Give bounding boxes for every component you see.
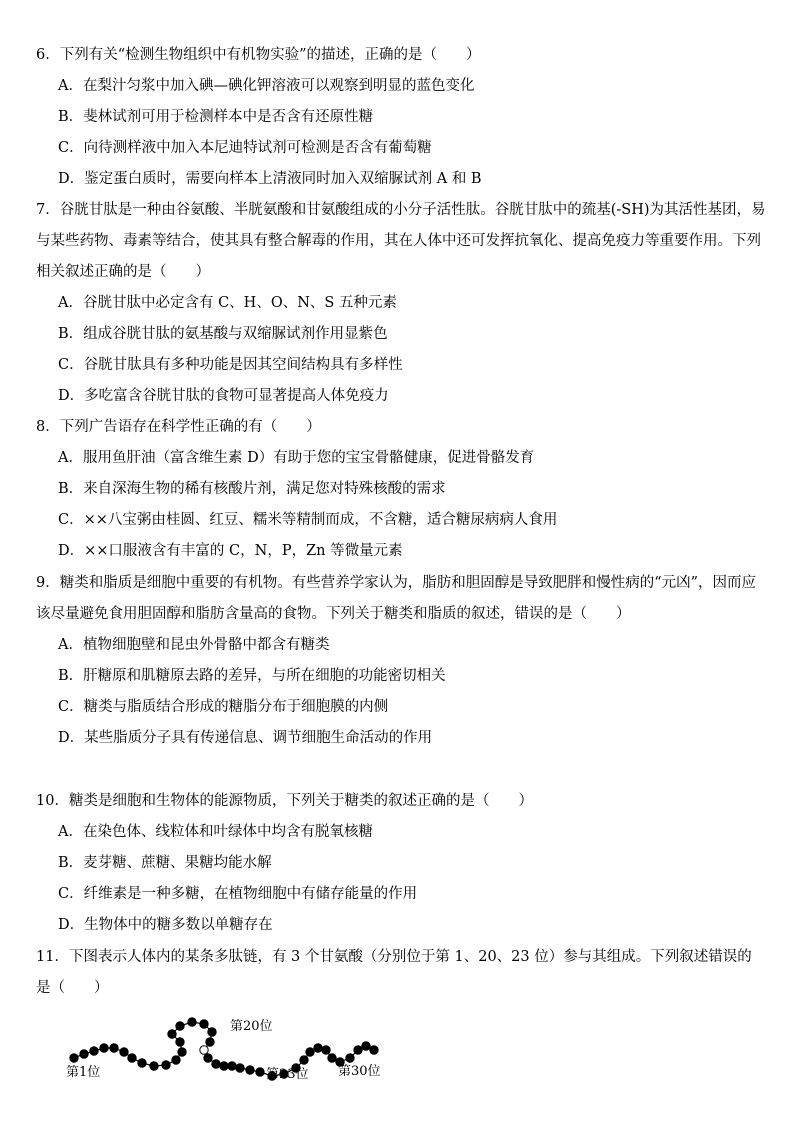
amino-acid-bead — [90, 1047, 98, 1055]
amino-acid-bead — [200, 1020, 208, 1028]
question-11 — [36, 942, 766, 1004]
amino-acid-bead — [168, 1030, 176, 1038]
option-a: A．服用鱼肝油（富含维生素 D）有助于您的宝宝骨骼健康，促进骨骼发育 — [58, 450, 535, 466]
option-d: D．某些脂质分子具有传递信息、调节细胞生命活动的作用 — [58, 730, 433, 746]
option-d: D．××口服液含有丰富的 C，N，P，Zn 等微量元素 — [58, 543, 403, 559]
question-7 — [36, 195, 766, 412]
amino-acid-bead — [328, 1054, 336, 1062]
amino-acid-bead — [70, 1054, 78, 1062]
question-stem: 6．下列有关“检测生物组织中有机物实验”的描述，正确的是（ ） — [36, 47, 481, 63]
amino-acid-bead — [176, 1038, 184, 1046]
option-c: C．向待测样液中加入本尼迪特试剂可检测是否含有葡萄糖 — [58, 140, 432, 156]
option-a: A．植物细胞壁和昆虫外骨骼中都含有糖类 — [58, 637, 330, 653]
amino-acid-bead — [212, 1060, 220, 1068]
amino-acid-bead — [346, 1054, 354, 1062]
amino-acid-bead — [110, 1044, 118, 1052]
amino-acid-bead — [100, 1044, 108, 1052]
amino-acid-bead — [300, 1056, 308, 1064]
option-d: D．多吃富含谷胱甘肽的食物可显著提高人体免疫力 — [58, 388, 389, 404]
option-c: C．纤维素是一种多糖，在植物细胞中有储存能量的作用 — [58, 886, 418, 902]
option-a: A．在梨汁匀浆中加入碘—碘化钾溶液可以观察到明显的蓝色变化 — [58, 78, 475, 94]
amino-acid-bead — [306, 1048, 314, 1056]
label-position-20: 第20位 — [230, 1019, 273, 1034]
amino-acid-bead — [128, 1054, 136, 1062]
question-stem: 8．下列广告语存在科学性正确的有（ ） — [36, 419, 321, 435]
question-8 — [36, 412, 766, 567]
option-a: A．谷胱甘肽中必定含有 C、H、O、N、S 五种元素 — [58, 295, 397, 311]
option-a: A．在染色体、线粒体和叶绿体中均含有脱氧核糖 — [58, 824, 373, 840]
amino-acid-bead — [314, 1044, 322, 1052]
option-b: B．来自深海生物的稀有核酸片剂，满足您对特殊核酸的需求 — [58, 481, 446, 497]
amino-acid-bead — [362, 1042, 370, 1050]
label-position-23: 第23位 — [266, 1067, 309, 1082]
amino-acid-bead — [370, 1046, 378, 1054]
amino-acid-bead — [228, 1062, 236, 1070]
amino-acid-bead — [172, 1056, 180, 1064]
option-b: B．麦芽糖、蔗糖、果糖均能水解 — [58, 855, 272, 871]
option-c: C．糖类与脂质结合形成的糖脂分布于细胞膜的内侧 — [58, 699, 389, 715]
question-stem: 9．糖类和脂质是细胞中重要的有机物。有些营养学家认为，脂肪和胆固醇是导致肥胖和慢性病的“元凶”，因而应该尽量避免食用胆固醇和脂肪含量高的食物。下列关于糖类和脂质的叙述，错误的是（ ） — [36, 575, 757, 622]
amino-acid-bead — [178, 1048, 186, 1056]
question-10 — [36, 786, 766, 941]
polypeptide-chain-figure — [60, 1008, 400, 1088]
question-9 — [36, 568, 766, 754]
amino-acid-bead — [120, 1048, 128, 1056]
question-stem: 10．糖类是细胞和生物体的能源物质，下列关于糖类的叙述正确的是（ ） — [36, 793, 533, 809]
amino-acid-bead — [322, 1046, 330, 1054]
amino-acid-bead — [208, 1028, 216, 1036]
amino-acid-bead — [206, 1038, 214, 1046]
amino-acid-bead — [220, 1062, 228, 1070]
option-d: D．生物体中的糖多数以单糖存在 — [58, 917, 273, 933]
amino-acid-bead — [354, 1046, 362, 1054]
question-6 — [36, 40, 766, 195]
question-stem: 7．谷胱甘肽是一种由谷氨酸、半胱氨酸和甘氨酸组成的小分子活性肽。谷胱甘肽中的巯基(-SH)为其活性基团，易与某些药物、毒素等结合，使其具有整合解毒的作用，其在人体中还可发挥抗氧化、提高免疫力等重要作用。下列相关叙述正确的是（ ） — [36, 202, 766, 280]
amino-acid-bead — [204, 1054, 212, 1062]
option-b: B．组成谷胱甘肽的氨基酸与双缩脲试剂作用显紫色 — [58, 326, 388, 342]
amino-acid-bead — [80, 1050, 88, 1058]
option-b: B．斐林试剂可用于检测样本中是否含有还原性糖 — [58, 109, 374, 125]
option-b: B．肝糖原和肌糖原去路的差异，与所在细胞的功能密切相关 — [58, 668, 446, 684]
option-c: C．谷胱甘肽具有多种功能是因其空间结构具有多样性 — [58, 357, 403, 373]
amino-acid-bead — [162, 1061, 170, 1069]
option-d: D．鉴定蛋白质时，需要向样本上清液同时加入双缩脲试剂 A 和 B — [58, 171, 482, 187]
amino-acid-beads — [70, 1018, 378, 1080]
amino-acid-bead — [200, 1046, 208, 1054]
amino-acid-bead — [150, 1062, 158, 1070]
option-c: C．××八宝粥由桂圆、红豆、糯米等精制而成，不含糖，适合糖尿病病人食用 — [58, 512, 558, 528]
amino-acid-bead — [138, 1059, 146, 1067]
amino-acid-bead — [176, 1022, 184, 1030]
amino-acid-bead — [246, 1066, 254, 1074]
amino-acid-bead — [236, 1064, 244, 1072]
question-stem: 11．下图表示人体内的某条多肽链，有 3 个甘氨酸（分别位于第 1、20、23 位）参与其组成。下列叙述错误的是（ ） — [36, 949, 752, 996]
amino-acid-bead — [256, 1068, 264, 1076]
label-position-30: 第30位 — [338, 1064, 381, 1079]
amino-acid-bead — [188, 1018, 196, 1026]
label-position-1: 第1位 — [66, 1065, 101, 1080]
